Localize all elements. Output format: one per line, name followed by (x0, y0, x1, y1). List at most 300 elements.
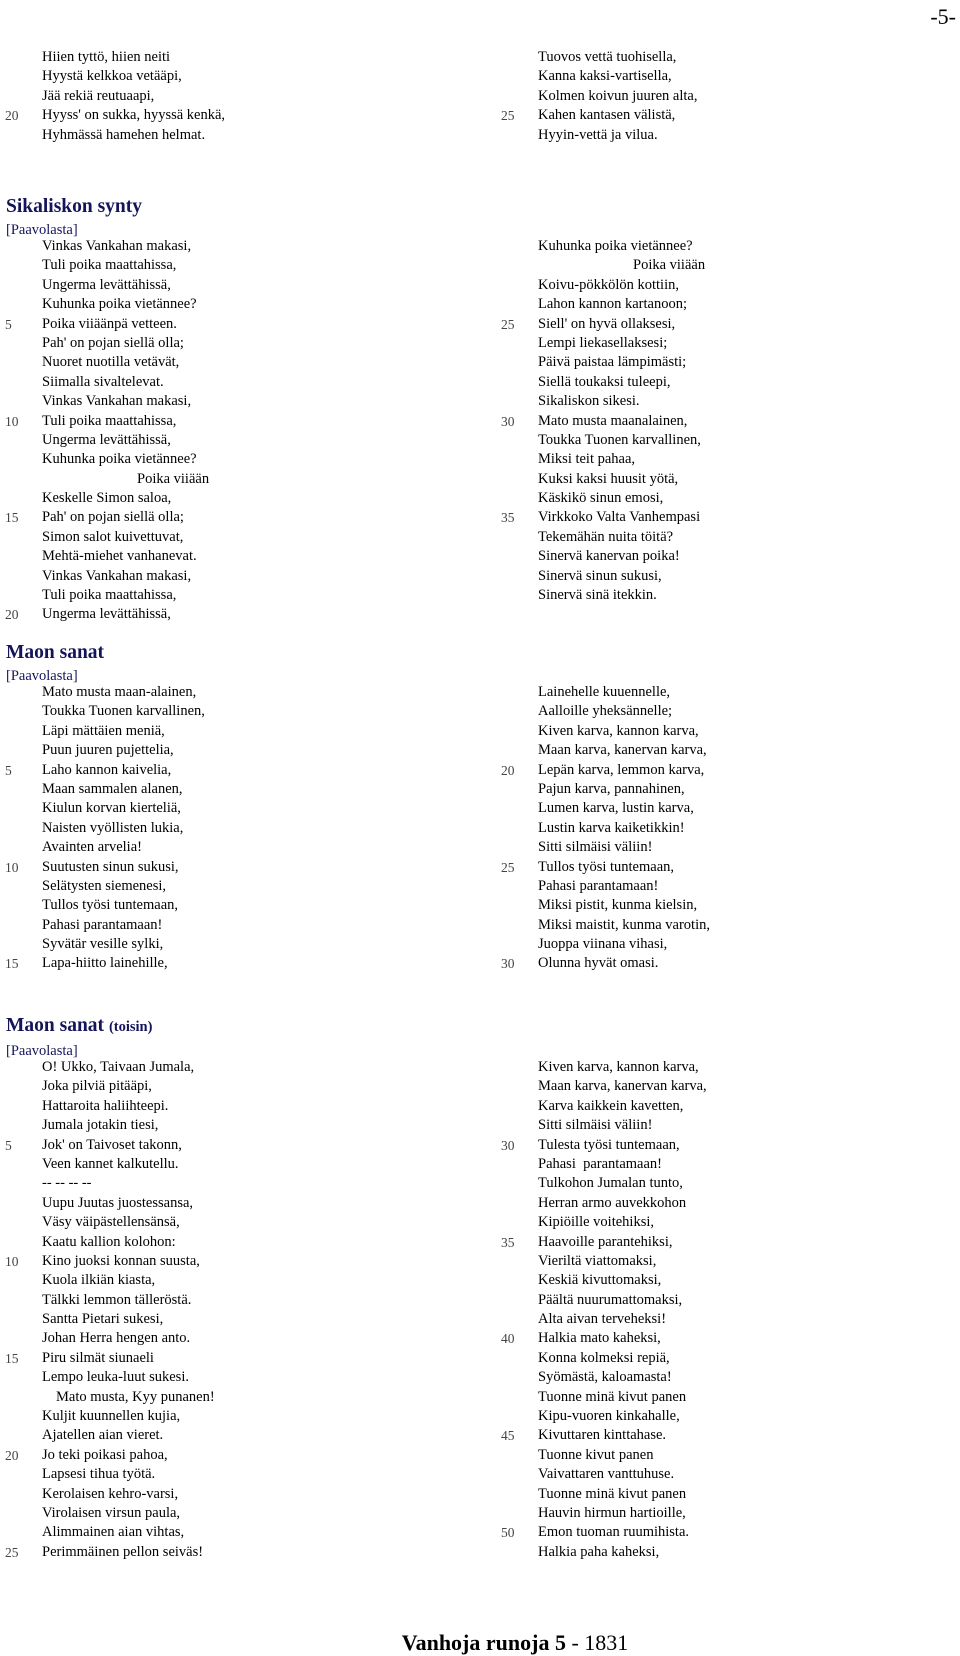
verse-line (538, 1097, 707, 1116)
verse-line (42, 87, 225, 106)
verse-line (538, 702, 710, 721)
verse-line (42, 48, 225, 67)
verse-text: Naisten vyöllisten lukia, (42, 819, 184, 836)
verse-text: Vieriltä viattomaksi, (538, 1252, 657, 1269)
verse-text: Tuli poika maattahissa, (42, 257, 177, 274)
verse-line (42, 1485, 215, 1504)
line-number: 10 (5, 1253, 19, 1269)
verse-line (501, 761, 710, 780)
verse-text: Tuonne kivut panen (538, 1446, 654, 1463)
verse-text: Lainehelle kuuennelle, (538, 684, 671, 700)
verse-text: Joka pilviä pitääpi, (42, 1078, 152, 1095)
verse-text: Vinkas Vankahan makasi, (42, 393, 192, 410)
verse-text: Siimalla sivaltelevat. (42, 373, 164, 390)
verse-text: Lepän karva, lemmon karva, (538, 761, 705, 778)
verse-text: Miksi pistit, kunma kielsin, (538, 897, 698, 914)
verse-line (42, 547, 209, 566)
poem2-left-column (5, 683, 205, 974)
verse-text: Kuhunka poika vietännee? (42, 296, 197, 313)
verse-line (538, 683, 710, 702)
verse-text: Jumala jotakin tiesi, (42, 1117, 159, 1134)
verse-text: Hauvin hirmun hartioille, (538, 1504, 686, 1521)
verse-text: Pahasi parantamaan! (538, 877, 659, 894)
verse-line (538, 87, 697, 106)
verse-text: Laho kannon kaivelia, (42, 761, 172, 778)
line-number: 15 (5, 956, 19, 972)
line-number: 15 (5, 1350, 19, 1366)
poem2-right-column (501, 683, 710, 974)
verse-line (5, 761, 205, 780)
verse-line (501, 106, 697, 125)
verse-line (538, 1116, 707, 1135)
verse-text: Tulkohon Jumalan tunto, (538, 1175, 683, 1192)
verse-line (501, 1329, 707, 1348)
verse-line (42, 1194, 215, 1213)
verse-text: Kuhunka poika vietännee? (42, 451, 197, 468)
verse-text: O! Ukko, Taivaan Jumala, (42, 1059, 195, 1075)
verse-text: Virkkoko Valta Vanhempasi (538, 509, 701, 526)
verse-line (5, 1252, 215, 1271)
verse-line (538, 877, 710, 896)
verse-text: Kino juoksi konnan suusta, (42, 1252, 200, 1269)
verse-text: Kiven karva, kannon karva, (538, 1059, 699, 1075)
verse-text: Sitti silmäisi väliin! (538, 839, 653, 856)
verse-line (538, 276, 705, 295)
poem-source: [Paavolasta] (6, 222, 78, 238)
verse-line (538, 1504, 707, 1523)
verse-text: Tulesta työsi tuntemaan, (538, 1136, 680, 1153)
verse-text: Poika viiään (137, 470, 210, 487)
verse-line (538, 295, 705, 314)
verse-text: Lempo leuka-luut sukesi. (42, 1369, 189, 1386)
verse-text: Maan karva, kanervan karva, (538, 1078, 707, 1095)
verse-line (42, 1116, 215, 1135)
verse-text: Hyhmässä hamehen helmat. (42, 126, 206, 143)
verse-line (42, 1174, 215, 1193)
verse-line (538, 1155, 707, 1174)
verse-text: Mato musta maan-alainen, (42, 684, 197, 700)
verse-line (538, 528, 705, 547)
poem3-right-column (501, 1058, 707, 1562)
verse-line (501, 1233, 707, 1252)
verse-text: Kerolaisen kehro-varsi, (42, 1485, 179, 1502)
verse-line (42, 1329, 215, 1348)
verse-text: Hattaroita haliihteepi. (42, 1097, 169, 1114)
verse-text: Piru silmät siunaeli (42, 1349, 154, 1366)
verse-text: Hyystä kelkkoa vetääpi, (42, 68, 182, 85)
verse-text: Juoppa viinana vihasi, (538, 936, 668, 953)
verse-text: Konna kolmeksi repiä, (538, 1349, 670, 1366)
verse-text: Sitti silmäisi väliin! (538, 1117, 653, 1134)
verse-line (538, 1310, 707, 1329)
verse-line (5, 1136, 215, 1155)
verse-text: Kiulun korvan kierteliä, (42, 800, 181, 817)
verse-line (42, 470, 209, 489)
verse-text: Tuovos vettä tuohisella, (538, 49, 677, 65)
verse-text: Tekemähän nuita töitä? (538, 528, 674, 545)
verse-line (42, 1233, 215, 1252)
verse-text: Olunna hyvät omasi. (538, 955, 659, 972)
verse-line (538, 334, 705, 353)
verse-text: Simon salot kuivettuvat, (42, 528, 184, 545)
verse-line (538, 1291, 707, 1310)
verse-line (42, 67, 225, 86)
verse-line (538, 722, 710, 741)
line-number: 20 (5, 607, 19, 623)
poem-title: Sikaliskon synty (6, 196, 143, 217)
intro-right-column (501, 48, 698, 145)
verse-text: Pah' on pojan siellä olla; (42, 334, 184, 351)
verse-text: Jää rekiä reutuaapi, (42, 87, 155, 104)
line-number: 30 (501, 956, 515, 972)
verse-text: Kanna kaksi-vartisella, (538, 68, 672, 85)
verse-text: Päältä nuurumattomaksi, (538, 1291, 683, 1308)
verse-line (5, 605, 209, 624)
verse-text: Jok' on Taivoset takonn, (42, 1136, 182, 1153)
verse-text: Kuhunka poika vietännee? (538, 238, 693, 254)
footer-year: 1831 (584, 1630, 629, 1655)
footer-title: Vanhoja runoja 5 (401, 1630, 566, 1655)
poem1-left-column (5, 237, 210, 625)
verse-line (538, 450, 705, 469)
verse-text: Keskiä kivuttomaksi, (538, 1272, 662, 1289)
verse-text: Sinervä sinä itekkin. (538, 587, 657, 604)
verse-line (538, 431, 705, 450)
verse-line (42, 1426, 215, 1445)
line-number: 15 (5, 510, 19, 526)
verse-text: Hiien tyttö, hiien neiti (42, 49, 171, 65)
verse-text: Toukka Tuonen karvallinen, (538, 431, 701, 448)
verse-line (42, 1077, 215, 1096)
verse-line (42, 896, 205, 915)
verse-line (42, 1523, 215, 1542)
verse-line (42, 431, 209, 450)
verse-line (5, 106, 226, 125)
verse-line (538, 126, 697, 145)
verse-line (538, 916, 710, 935)
verse-text: Poika viiään (633, 257, 706, 274)
verse-text: Toukka Tuonen karvallinen, (42, 703, 205, 720)
line-number: 20 (5, 108, 19, 124)
verse-text: Päivä paistaa lämpimästi; (538, 354, 687, 371)
verse-line (538, 353, 705, 372)
verse-line (42, 586, 209, 605)
verse-line (42, 935, 205, 954)
verse-line (42, 1213, 215, 1232)
verse-text: Johan Herra hengen anto. (42, 1330, 191, 1347)
verse-text: Ajatellen aian vieret. (42, 1427, 164, 1444)
verse-line (42, 916, 205, 935)
verse-line (42, 1407, 215, 1426)
verse-line (42, 256, 209, 275)
verse-text: Kipiöille voitehiksi, (538, 1214, 654, 1231)
verse-text: Maan sammalen alanen, (42, 780, 183, 797)
verse-text: Uupu Juutas juostessansa, (42, 1194, 194, 1211)
verse-line (538, 489, 705, 508)
page-number: -5- (930, 4, 956, 29)
verse-text: Halkia mato kaheksi, (538, 1330, 661, 1347)
verse-text: Kipu-vuoren kinkahalle, (538, 1408, 680, 1425)
verse-text: Lempi liekasellaksesi; (538, 334, 668, 351)
verse-line (538, 799, 710, 818)
verse-text: Alta aivan terveheksi! (538, 1311, 667, 1328)
verse-text: Hyyin-vettä ja vilua. (538, 126, 658, 143)
verse-line (501, 508, 705, 527)
verse-text: Alimmainen aian vihtas, (42, 1524, 185, 1541)
poem-source: [Paavolasta] (6, 668, 78, 684)
verse-line (501, 954, 710, 973)
verse-text: Halkia paha kaheksi, (538, 1543, 660, 1560)
line-number: 5 (5, 1137, 12, 1153)
verse-text: Pahasi parantamaan! (42, 916, 163, 933)
line-number: 25 (501, 108, 515, 124)
verse-text: Poika viiäänpä vetteen. (42, 315, 177, 332)
verse-text: Läpi mättäien meniä, (42, 722, 165, 739)
verse-line (42, 276, 209, 295)
verse-text: Jo teki poikasi pahoa, (42, 1446, 168, 1463)
verse-text: Keskelle Simon saloa, (42, 490, 172, 507)
verse-text: Haavoille parantehiksi, (538, 1233, 673, 1250)
verse-line (5, 1543, 215, 1562)
poem-source: [Paavolasta] (6, 1043, 78, 1059)
verse-text: Kivuttaren kinttahase. (538, 1427, 667, 1444)
line-number: 25 (501, 859, 515, 875)
verse-line (42, 1310, 215, 1329)
verse-text: Suutusten sinun sukusi, (42, 858, 179, 875)
verse-line (5, 954, 205, 973)
verse-text: Vinkas Vankahan makasi, (42, 567, 192, 584)
verse-text: Pah' on pojan siellä olla; (42, 509, 184, 526)
verse-text: Puun juuren pujettelia, (42, 742, 174, 759)
verse-line (501, 1136, 707, 1155)
line-number: 35 (501, 1234, 515, 1250)
verse-line (501, 315, 705, 334)
line-number: 10 (5, 413, 19, 429)
verse-text: Herran armo auvekkohon (538, 1194, 687, 1211)
line-number: 5 (5, 762, 12, 778)
verse-text: Lustin karva kaiketikkin! (538, 819, 685, 836)
verse-line (42, 450, 209, 469)
verse-text: Mehtä-miehet vanhanevat. (42, 548, 197, 565)
verse-line (538, 373, 705, 392)
verse-text: Tuonne minä kivut panen (538, 1388, 687, 1405)
verse-line (42, 1097, 215, 1116)
verse-line (538, 567, 705, 586)
poem-title-suffix: (toisin) (108, 1019, 153, 1035)
verse-text: Kuksi kaksi huusit yötä, (538, 470, 679, 487)
verse-text: Pahasi parantamaan! (538, 1155, 663, 1172)
verse-text: Virolaisen virsun paula, (42, 1504, 181, 1521)
line-number: 25 (501, 316, 515, 332)
verse-line (501, 1523, 707, 1542)
line-number: 10 (5, 859, 19, 875)
verse-line (42, 1291, 215, 1310)
verse-line (538, 1213, 707, 1232)
verse-line (42, 838, 205, 857)
verse-line (42, 1368, 215, 1387)
verse-line (42, 353, 209, 372)
verse-line (5, 1349, 215, 1368)
verse-text: Syömästä, kaloamasta! (538, 1369, 672, 1386)
verse-text: Kahen kantasen välistä, (538, 107, 676, 124)
line-number: 20 (5, 1447, 19, 1463)
verse-line (538, 1194, 707, 1213)
verse-text: Ungerma levättähissä, (42, 276, 171, 293)
verse-text: Miksi maistit, kunma varotin, (538, 916, 710, 933)
verse-text: Sinervä kanervan poika! (538, 548, 680, 565)
line-number: 45 (501, 1428, 515, 1444)
verse-line (538, 1465, 707, 1484)
verse-text: Tullos työsi tuntemaan, (538, 858, 675, 875)
verse-line (538, 896, 710, 915)
verse-text: Tullos työsi tuntemaan, (42, 897, 179, 914)
verse-line (42, 741, 205, 760)
line-number: 25 (5, 1544, 19, 1560)
verse-text: Kiven karva, kannon karva, (538, 722, 699, 739)
verse-line (501, 1426, 707, 1445)
verse-text: Mato musta, Kyy punanen! (56, 1388, 215, 1405)
verse-text: Aalloille yheksännelle; (538, 703, 673, 720)
verse-line (538, 935, 710, 954)
verse-line (538, 586, 705, 605)
line-number: 30 (501, 1137, 515, 1153)
verse-text: Vaivattaren vanttuhuse. (538, 1466, 675, 1483)
verse-text: Ungerma levättähissä, (42, 431, 171, 448)
verse-text: Sikaliskon sikesi. (538, 393, 640, 410)
verse-line (538, 1058, 707, 1077)
verse-text: Karva kaikkein kavetten, (538, 1097, 684, 1114)
page-footer (0, 1630, 960, 1656)
verse-line (538, 392, 705, 411)
verse-line (501, 858, 710, 877)
verse-text: Ungerma levättähissä, (42, 606, 171, 623)
verse-line (42, 1388, 215, 1407)
verse-line (5, 508, 209, 527)
verse-line (42, 1155, 215, 1174)
verse-line (538, 1252, 707, 1271)
intro-left-column (5, 48, 226, 145)
verse-line (42, 799, 205, 818)
verse-line (42, 702, 205, 721)
verse-text: Tuli poika maattahissa, (42, 412, 177, 429)
verse-line (538, 741, 710, 760)
verse-text: Syvätär vesille sylki, (42, 936, 164, 953)
verse-line (42, 528, 209, 547)
verse-text: Lapsesi tihua työtä. (42, 1466, 156, 1483)
poem-title: Maon sanat (6, 642, 105, 663)
line-number: 30 (501, 413, 515, 429)
verse-line (42, 1271, 215, 1290)
verse-text: Nuoret nuotilla vetävät, (42, 354, 180, 371)
line-number: 5 (5, 316, 12, 332)
verse-text: Siell' on hyvä ollaksesi, (538, 315, 676, 332)
verse-line (42, 126, 225, 145)
verse-line (5, 412, 209, 431)
verse-text: Mato musta maanalainen, (538, 412, 688, 429)
line-number: 50 (501, 1525, 515, 1541)
verse-line (42, 877, 205, 896)
verse-text: Maan karva, kanervan karva, (538, 742, 707, 759)
verse-line (42, 392, 209, 411)
verse-text: Tälkki lemmon tälleröstä. (42, 1291, 192, 1308)
verse-text: Santta Pietari sukesi, (42, 1311, 164, 1328)
verse-line (538, 1349, 707, 1368)
verse-text: Siellä toukaksi tuleepi, (538, 373, 671, 390)
verse-line (5, 315, 209, 334)
verse-text: Koivu-pökkölön kottiin, (538, 276, 679, 293)
verse-line (538, 48, 697, 67)
verse-line (42, 1504, 215, 1523)
verse-line (42, 567, 209, 586)
verse-line (42, 373, 209, 392)
poem3-left-column (5, 1058, 215, 1562)
verse-line (5, 858, 205, 877)
verse-line (42, 489, 209, 508)
verse-line (42, 1058, 215, 1077)
verse-text: Väsy väipästellensänsä, (42, 1214, 180, 1231)
verse-line (501, 412, 705, 431)
verse-line (42, 722, 205, 741)
verse-line (5, 1446, 215, 1465)
verse-text: Perimmäinen pellon seiväs! (42, 1543, 204, 1560)
verse-text: Miksi teit pahaa, (538, 451, 636, 468)
verse-text: Hyyss' on sukka, hyyssä kenkä, (42, 107, 226, 124)
verse-text: Käskikö sinun emosi, (538, 490, 664, 507)
poem-title: Maon sanat (toisin) (6, 1015, 153, 1036)
verse-line (538, 1446, 707, 1465)
verse-line (42, 1465, 215, 1484)
line-number: 40 (501, 1331, 515, 1347)
verse-line (538, 470, 705, 489)
line-number: 20 (501, 762, 515, 778)
verse-text: Pajun karva, pannahinen, (538, 780, 685, 797)
verse-text: -- -- -- -- (42, 1175, 92, 1192)
verse-line (42, 819, 205, 838)
verse-text: Avainten arvelia! (42, 839, 142, 856)
verse-line (42, 295, 209, 314)
footer-separator: - (565, 1630, 585, 1655)
verse-line (538, 1174, 707, 1193)
verse-text: Selätysten siemenesi, (42, 877, 167, 894)
verse-text: Vinkas Vankahan makasi, (42, 238, 192, 254)
verse-text: Veen kannet kalkutellu. (42, 1155, 179, 1172)
verse-line (42, 683, 205, 702)
verse-text: Lapa-hiitto lainehille, (42, 955, 168, 972)
verse-text: Kolmen koivun juuren alta, (538, 87, 698, 104)
verse-text: Kaatu kallion kolohon: (42, 1233, 176, 1250)
verse-line (538, 237, 705, 256)
verse-line (538, 819, 710, 838)
verse-text: Lumen karva, lustin karva, (538, 800, 694, 817)
verse-line (538, 1271, 707, 1290)
verse-line (538, 1368, 707, 1387)
verse-line (538, 1388, 707, 1407)
verse-line (538, 256, 705, 275)
verse-line (538, 1077, 707, 1096)
verse-line (538, 838, 710, 857)
verse-line (42, 334, 209, 353)
verse-text: Emon tuoman ruumihista. (538, 1524, 690, 1541)
verse-line (538, 547, 705, 566)
verse-line (538, 1543, 707, 1562)
verse-line (538, 1485, 707, 1504)
verse-text: Tuli poika maattahissa, (42, 587, 177, 604)
verse-text: Lahon kannon kartanoon; (538, 296, 687, 313)
verse-text: Kuljit kuunnellen kujia, (42, 1408, 181, 1425)
verse-line (42, 237, 209, 256)
line-number: 35 (501, 510, 515, 526)
poem1-right-column (501, 237, 706, 605)
